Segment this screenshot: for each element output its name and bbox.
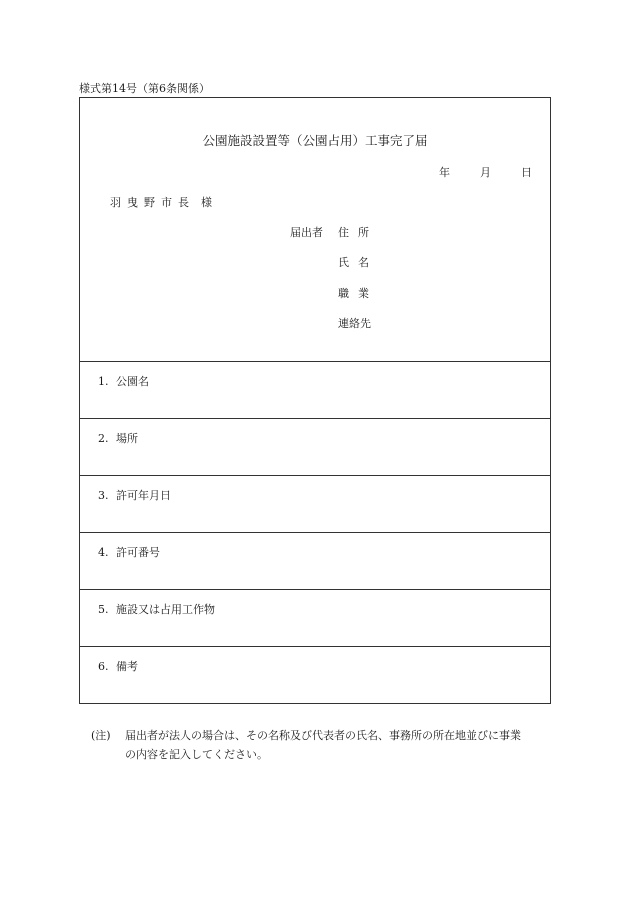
row-number: 6. bbox=[98, 660, 109, 673]
row-label bbox=[98, 658, 138, 674]
addressee-honorific: 様 bbox=[201, 196, 218, 209]
row-permit-date bbox=[80, 476, 550, 533]
row-number: 5. bbox=[98, 603, 109, 616]
row-park-name bbox=[80, 362, 550, 419]
row-title: 許可番号 bbox=[116, 546, 160, 559]
row-number: 2. bbox=[98, 432, 109, 445]
footnote bbox=[91, 726, 551, 764]
row-label bbox=[98, 430, 138, 446]
footnote-line-1: 届出者が法人の場合は、その名称及び代表者の氏名、事務所の所在地並びに事業 bbox=[125, 729, 521, 742]
header-section bbox=[80, 98, 550, 362]
row-label bbox=[98, 373, 149, 389]
row-title: 場所 bbox=[116, 432, 138, 445]
applicant-label: 届出者 bbox=[290, 226, 323, 239]
row-remarks bbox=[80, 647, 550, 704]
date-month-unit: 月 bbox=[480, 166, 491, 179]
form-frame bbox=[79, 97, 551, 704]
document-title: 公園施設設置等（公園占用）工事完了届 bbox=[202, 133, 428, 148]
row-number: 1. bbox=[98, 375, 109, 388]
applicant-occupation-label: 職業 bbox=[338, 287, 378, 300]
row-title: 公園名 bbox=[116, 375, 149, 388]
row-title: 備考 bbox=[116, 660, 138, 673]
applicant-address-label: 住所 bbox=[338, 226, 378, 239]
row-title: 許可年月日 bbox=[116, 489, 171, 502]
addressee-name: 羽曳野市長 bbox=[110, 196, 195, 209]
row-title: 施設又は占用工作物 bbox=[116, 603, 215, 616]
form-number: 様式第14号（第6条関係） bbox=[79, 82, 210, 95]
row-number: 4. bbox=[98, 546, 109, 559]
applicant-contact-label: 連絡先 bbox=[338, 317, 371, 330]
row-facility bbox=[80, 590, 550, 647]
addressee bbox=[110, 194, 218, 210]
row-label bbox=[98, 601, 215, 617]
row-label bbox=[98, 544, 160, 560]
date-year-unit: 年 bbox=[439, 166, 450, 179]
row-number: 3. bbox=[98, 489, 109, 502]
row-location bbox=[80, 419, 550, 476]
footnote-marker: (注) bbox=[91, 729, 111, 742]
date-day-unit: 日 bbox=[521, 166, 532, 179]
date-line bbox=[439, 164, 532, 180]
applicant-name-label: 氏名 bbox=[338, 256, 378, 269]
row-permit-number bbox=[80, 533, 550, 590]
row-label bbox=[98, 487, 171, 503]
footnote-line-2: の内容を記入してください。 bbox=[125, 748, 268, 761]
